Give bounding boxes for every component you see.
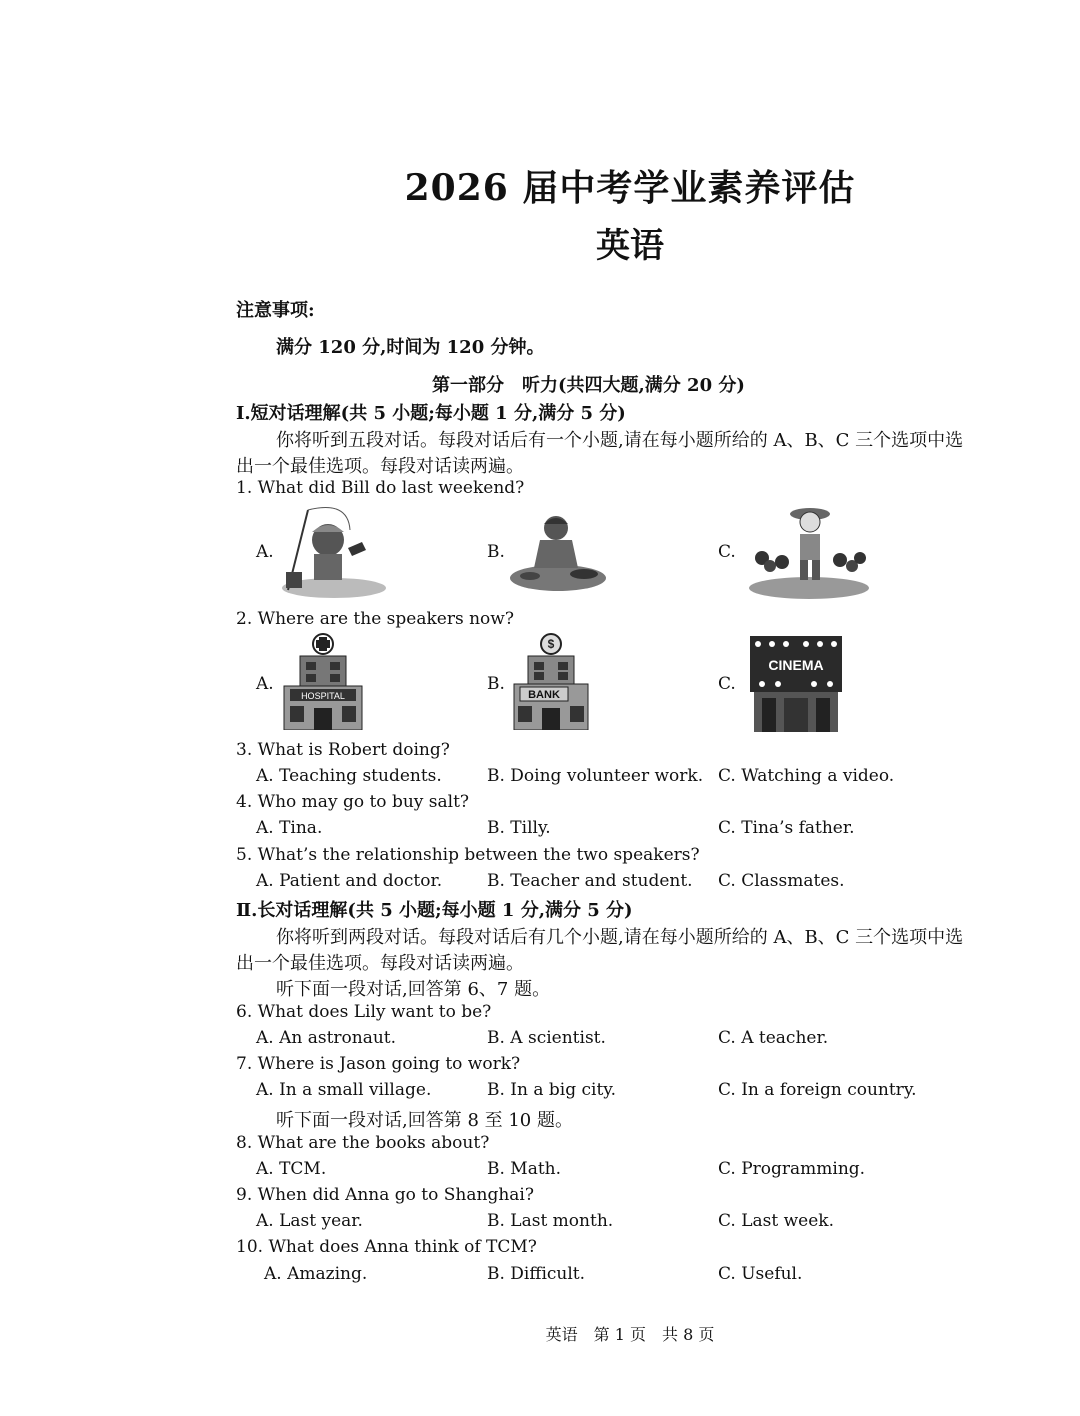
q3-option-a: A. Teaching students.: [256, 766, 442, 786]
q5-option-a: A. Patient and doctor.: [256, 871, 443, 891]
q7-option-b: B. In a big city.: [487, 1080, 617, 1100]
q6-option-c: C. A teacher.: [718, 1028, 829, 1048]
planting-boy-illustration: [508, 512, 608, 592]
question-7: 7. Where is Jason going to work?: [236, 1054, 521, 1074]
question-4: 4. Who may go to buy salt?: [236, 792, 470, 812]
hospital-sign: HOSPITAL: [301, 691, 345, 701]
q10-option-b: B. Difficult.: [487, 1264, 586, 1284]
q4-option-b: B. Tilly.: [487, 818, 551, 838]
q6-option-b: B. A scientist.: [487, 1028, 606, 1048]
page-footer: 英语 第 1 页 共 8 页: [545, 1325, 715, 1344]
section2-note-q8-10: 听下面一段对话,回答第 8 至 10 题。: [276, 1110, 573, 1131]
question-3: 3. What is Robert doing?: [236, 740, 450, 760]
question-1: 1. What did Bill do last weekend?: [236, 478, 525, 498]
subject-title: 英语: [596, 226, 664, 266]
q2-option-c-label: C.: [718, 674, 736, 694]
section1-instructions-line2: 出一个最佳选项。每段对话读两遍。: [236, 456, 524, 477]
q7-option-a: A. In a small village.: [256, 1080, 432, 1100]
q2-option-b-label: B.: [487, 674, 505, 694]
q1-option-b-label: B.: [487, 542, 505, 562]
part1-heading: 第一部分 听力(共四大题,满分 20 分): [432, 375, 745, 396]
q8-option-c: C. Programming.: [718, 1159, 866, 1179]
section1-instructions-line1: 你将听到五段对话。每段对话后有一个小题,请在每小题所给的 A、B、C 三个选项中选: [276, 430, 964, 451]
cinema-building-illustration: [750, 636, 842, 732]
question-10: 10. What does Anna think of TCM?: [236, 1237, 537, 1257]
q5-option-b: B. Teacher and student.: [487, 871, 693, 891]
fishing-boy-illustration: [278, 500, 390, 600]
question-5: 5. What’s the relationship between the two speakers?: [236, 845, 700, 865]
q10-option-c: C. Useful.: [718, 1264, 803, 1284]
exam-title: 2026 届中考学业素养评估: [404, 167, 856, 209]
q8-option-b: B. Math.: [487, 1159, 562, 1179]
svg-text:$: $: [547, 637, 555, 651]
section2-instructions-line2: 出一个最佳选项。每段对话读两遍。: [236, 953, 524, 974]
q1-option-a-label: A.: [256, 542, 274, 562]
q1-option-c-label: C.: [718, 542, 736, 562]
section1-heading: Ⅰ.短对话理解(共 5 小题;每小题 1 分,满分 5 分): [236, 403, 626, 424]
q5-option-c: C. Classmates.: [718, 871, 845, 891]
section2-heading: Ⅱ.长对话理解(共 5 小题;每小题 1 分,满分 5 分): [236, 900, 633, 921]
section2-instructions-line1: 你将听到两段对话。每段对话后有几个小题,请在每小题所给的 A、B、C 三个选项中选: [276, 927, 964, 948]
question-2: 2. Where are the speakers now?: [236, 609, 514, 629]
q2-option-a-label: A.: [256, 674, 274, 694]
notice-text: 满分 120 分,时间为 120 分钟。: [276, 337, 545, 358]
question-9: 9. When did Anna go to Shanghai?: [236, 1185, 534, 1205]
q9-option-a: A. Last year.: [256, 1211, 363, 1231]
q4-option-c: C. Tina’s father.: [718, 818, 855, 838]
q10-option-a: A. Amazing.: [264, 1264, 368, 1284]
question-8: 8. What are the books about?: [236, 1133, 490, 1153]
hospital-building-illustration: [282, 632, 364, 730]
question-6: 6. What does Lily want to be?: [236, 1002, 492, 1022]
section2-note-q6-7: 听下面一段对话,回答第 6、7 题。: [276, 979, 551, 1000]
notice-heading: 注意事项:: [236, 300, 315, 321]
q7-option-c: C. In a foreign country.: [718, 1080, 917, 1100]
bank-sign: BANK: [528, 689, 560, 701]
q6-option-a: A. An astronaut.: [256, 1028, 397, 1048]
q9-option-b: B. Last month.: [487, 1211, 614, 1231]
q4-option-a: A. Tina.: [256, 818, 323, 838]
q8-option-a: A. TCM.: [256, 1159, 327, 1179]
q9-option-c: C. Last week.: [718, 1211, 834, 1231]
bank-building-illustration: [512, 632, 590, 730]
gardening-boy-illustration: [748, 502, 870, 600]
q3-option-b: B. Doing volunteer work.: [487, 766, 704, 786]
cinema-sign: CINEMA: [768, 657, 824, 673]
q3-option-c: C. Watching a video.: [718, 766, 895, 786]
